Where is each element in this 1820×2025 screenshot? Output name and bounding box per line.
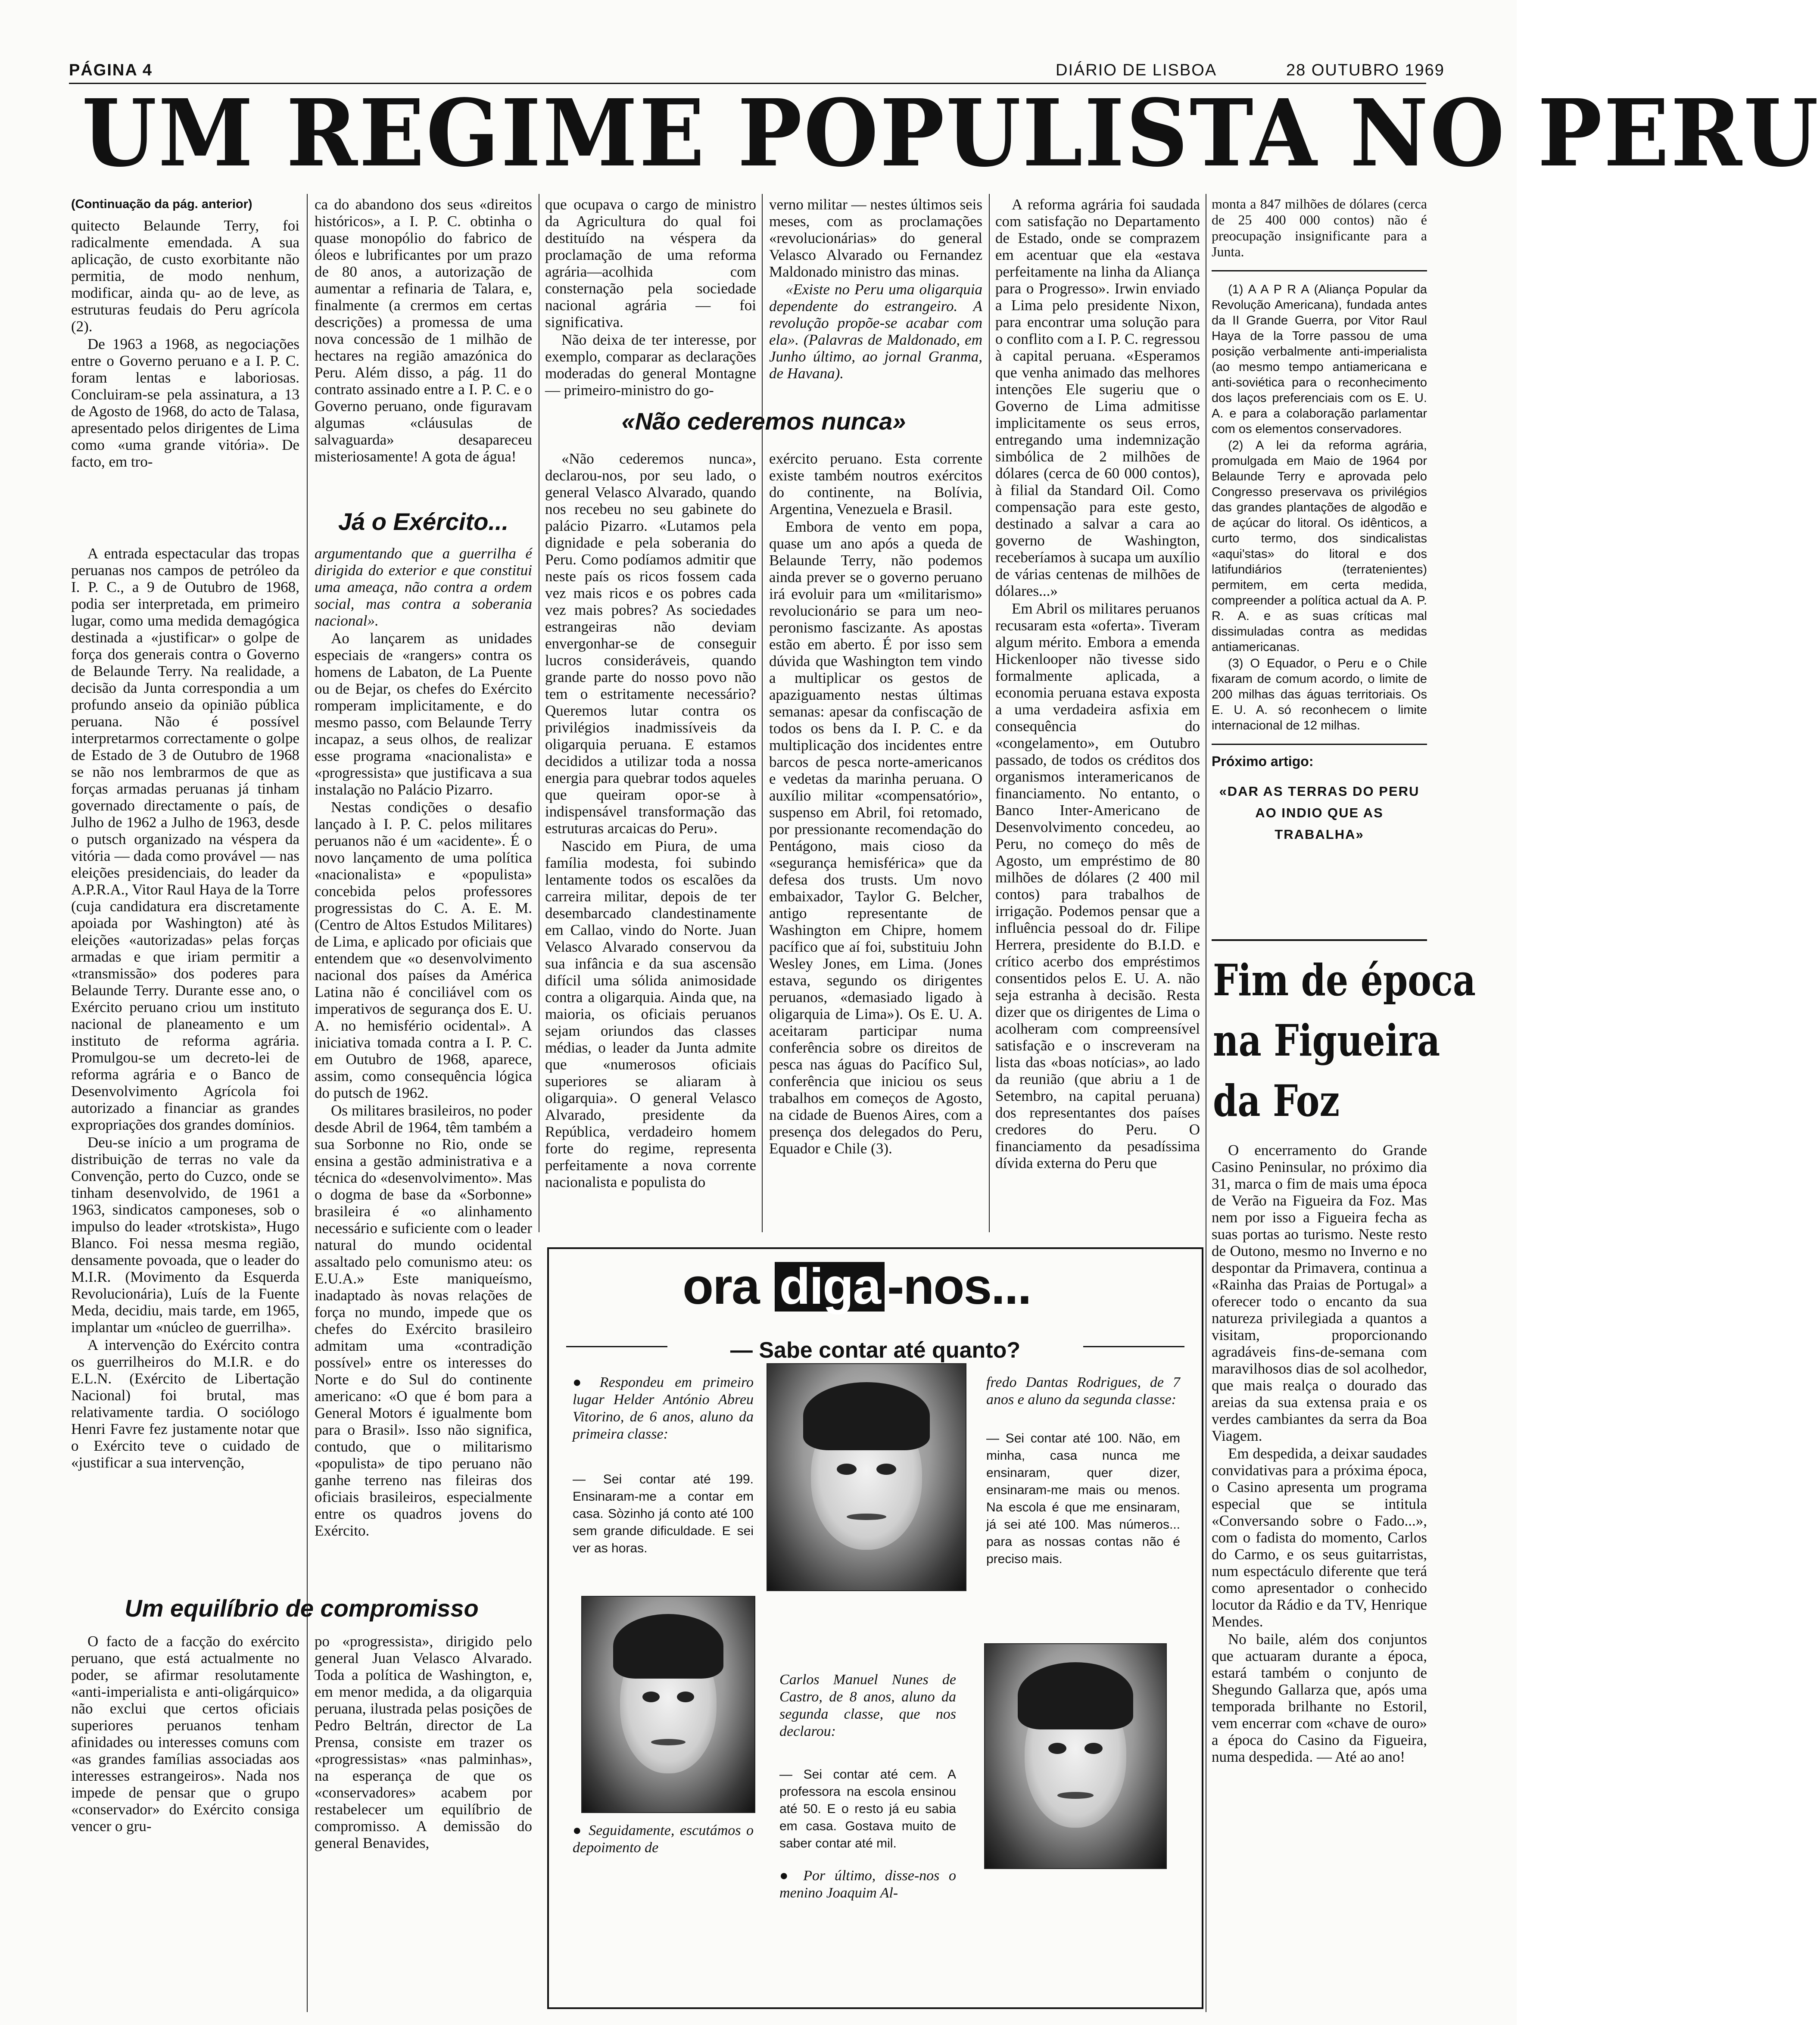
answer-text: Por último, disse-nos o menino Joaquim Al- <box>779 1868 956 1901</box>
rule <box>1212 744 1427 745</box>
mouth <box>847 1514 886 1520</box>
subhead-equilibrio: Um equilíbrio de compromisso <box>125 1595 479 1622</box>
interview-box <box>547 1247 1203 2009</box>
column-rule <box>307 194 308 2012</box>
rule <box>1212 270 1427 271</box>
answer-1-intro <box>573 1374 754 1443</box>
paragraph: Embora de vento em popa, quase um ano após a queda de Belaunde Terry, não podemos ainda prever se o governo peruano irá evoluir para um «militarismo» revolucionário se para um neo-peronismo fascizante. As apostas estão em aberto. É por isso sem dúvida que Washington tem vindo a multiplicar os gestos de apaziguamento nestas últimas semanas: apesar da confiscação de todos os bens da I. P. C. e da multiplicação dos incidentes entre barcos de pesca norte-americanos e vedetas da marinha peruana. O auxílio militar «compensatório», suspenso em Abril, foi retomado, por pressionante recomendação do Pentágono, mais cioso da «segurança hemisférica» que da defesa dos trusts. Um novo embaixador, Taylor G. Belcher, antigo representante de Washington em Chipre, homem pacífico que aí foi, substituiu John Wesley Jones, em Lima. (Jones estava, segundo os dirigentes peruanos, «demasiado ligado à oligarquia de Lima»). Os E. U. A. aceitaram participar numa conferência sobre os direitos de pesca nas águas do Pacífico Sul, conferência que iniciou os seus trabalhos em começos de Agosto, na cidade de Buenos Aires, com a presença dos delegados do Peru, Equador e Chile (3). <box>769 518 982 1157</box>
paragraph: «Existe no Peru uma oligarquia dependente do estrangeiro. A revolução propõe-se acabar com ela». (Palavras de Maldonado, em Junho último, ao jornal Granma, de Havana). <box>769 281 982 382</box>
paragraph: Nestas condições o desafio lançado à I. P. C. pelos militares peruanos não é um «acidente». É o novo lançamento de uma política «nacionalista» e «populista» concebida pelos professores progressistas do C. A. E. M. (Centro de Altos Estudos Militares) de Lima, e aplicado por oficiais que entendem que «o desenvolvimento nacional dos países da América Latina não é conciliável com os imperativos de segurança dos E. U. A. no hemisfério ocidental». A iniciativa tomada contra a I. P. C. em Outubro de 1968, aparece, assim, como consequência lógica do putsch de 1962. <box>315 799 532 1101</box>
column-5 <box>995 196 1200 1230</box>
newspaper-name: DIÁRIO DE LISBOA <box>1056 61 1217 79</box>
subhead-nao-cederemos: «Não cederemos nunca» <box>621 408 906 435</box>
answer-text: Seguidamente, escutámos o depoimento de <box>573 1822 754 1856</box>
child-photo-1 <box>767 1363 966 1591</box>
paragraph: Os militares brasileiros, no poder desde Abril de 1964, têm também a sua Sorbonne no Rio, onde se ensina a gestão administrativa e a técnica do «desenvolvimento». Mas o dogma de base da «Sorbonne» brasileira é «o alinhamento necessário e suficiente com o leader natural do mundo ocidental assaltado pelo comunismo ateu: os E.U.A.» Este maniqueísmo, inadaptado às novas relações de força no mundo, impede que os chefes do Exército brasileiro admitam uma «contradição possível» entre os interesses do Norte e do Sul do continente americano: «O que é bom para a General Motors é igualmente bom para o Brasil». Isso não significa, contudo, que o militarismo «populista» de tipo peruano não ganhe terreno nas fileiras dos oficiais brasileiros, especialmente entre os quadros jovens do Exército. <box>315 1102 532 1539</box>
eye <box>642 1692 660 1702</box>
paragraph: exército peruano. Esta corrente existe também noutros exércitos do continente, na Bolívia, Argentina, Venezuela e Brasil. <box>769 450 982 517</box>
eye <box>1048 1743 1066 1754</box>
bullet-icon: ● <box>573 1374 589 1390</box>
next-article-label: Próximo artigo: <box>1212 754 1314 769</box>
column-6-top <box>1212 196 1427 937</box>
paragraph: ca do abandono dos seus «direitos históricos», a I. P. C. obtinha o quase monopólio do fabrico de óleos e lubrificantes por um prazo de 80 anos, a autorização de aumentar a refinaria de Talara, e, finalmente (a crermos em certas descrições) a promessa de uma nova concessão de 1 milhão de hectares na região amazónica do Peru. Além disso, a pág. 11 do contrato assinado entre a I. P. C. e o Governo peruano, onde figuravam algumas «cláusulas de salvaguarda» desapareceu misteriosamente! A gota de água! <box>315 196 532 465</box>
bullet-icon: ● <box>573 1822 583 1838</box>
paragraph: O encerramento do Grande Casino Peninsular, no próximo dia 31, marca o fim de mais uma época de Verão na Figueira da Foz. Mas nem por isso a Figueira fecha as suas portas ao turismo. Neste resto de Outono, mesmo no Inverno e no despontar da Primavera, continua a «Rainha das Praias de Portugal» a oferecer todo o encanto da sua natureza privilegiada a quantos a visitam, proporcionando agradáveis fins-de-semana com maravilhosos dias de sol acolhedor, que mais realça o dourado das areias da sua extensa praia e os verdes cambiantes da serra da Boa Viagem. <box>1212 1142 1427 1444</box>
issue-date: 28 OUTUBRO 1969 <box>1286 61 1445 79</box>
paragraph: Ao lançarem as unidades especiais de «rangers» contra os homens de Labaton, de La Puente ou de Bejar, os chefes do Exército romperam implicitamente, e do mesmo passo, com Belaunde Terry incapaz, a seus olhos, de realizar esse programa «nacionalista» e «progressista» que justificava a sua instalação no Palácio Pizarro. <box>315 630 532 798</box>
figueira-headline <box>1213 950 1476 1131</box>
column-2-top <box>315 196 532 504</box>
answer-1: — Sei contar até 199. Ensinaram-me a contar em casa. Sòzinho já conto até 100 sem grande dificuldade. E sei ver as horas. <box>573 1472 754 1555</box>
paragraph: Nascido em Piura, de uma família modesta, foi subindo lentamente todos os escalões da carreira militar, depois de ter desembarcado clandestinamente em Callao, vindo do Norte. Juan Velasco Alvarado conservou da sua infância e da sua ascensão difícil uma sólida animosidade contra a oligarquia. Ainda que, na maioria, os oficiais peruanos sejam oriundos das classes médias, o leader da Junta admite que «numerosos oficiais superiores se aliaram à oligarquia». O general Velasco Alvarado, presidente da República, verdadeiro homem forte do regime, representa perfeitamente a nova corrente nacionalista e populista do <box>545 838 756 1190</box>
box-title <box>682 1258 1062 1315</box>
eye <box>1085 1743 1103 1754</box>
paragraph: A reforma agrária foi saudada com satisfação no Departamento de Estado, onde se comprazem em acentuar que ela «estava perfeitamente na linha da Aliança para o Progresso». Irwin enviado a Lima pelo presidente Nixon, para encontrar uma solução para o conflito com a I. P. C. regressou à capital peruana. «Esperamos que venha animado das melhores intenções Ele sugeriu que o Governo de Lima admitisse implicitamente os seus erros, entregando uma indemnização simbólica de 2 milhões de dólares (cerca de 60 000 contos), à filial da Standard Oil. Como compensação para este gesto, destinado a salvar a cara ao governo de Washington, receberíamos à sucapa um auxílio de várias centenas de milhões de dólares...» <box>995 196 1200 599</box>
box-title-part: -nos... <box>887 1258 1031 1315</box>
answer-2-intro: Carlos Manuel Nunes de Castro, de 8 anos, aluno da segunda classe, que nos declarou: <box>779 1672 956 1739</box>
eye <box>876 1464 896 1475</box>
paragraph: po «progressista», dirigido pelo general Juan Velasco Alvarado. Toda a política de Washington, e, em menor medida, a da oligarquia peruana, ilustrada pelas posições de Pedro Beltrán, director de La Prensa, consiste em trazer os «progressistas» «nas palminhas», na esperança de que os «conservadores» acabem por restabelecer um equilíbrio de compromisso. A demissão do general Benavides, <box>315 1633 532 1851</box>
column-4-middle <box>769 450 982 1230</box>
eye <box>677 1692 694 1702</box>
box-title-highlight: diga <box>775 1262 885 1312</box>
hair <box>1018 1662 1134 1729</box>
answer-3-intro: fredo Dantas Rodrigues, de 7 anos e aluno da segunda classe: <box>986 1374 1180 1408</box>
paragraph: Deu-se início a um programa de distribuição de terras no vale da Convenção, perto do Cuzco, onde se tinham desenvolvido, de 1961 a 1963, sindicatos camponeses, sob o impulso do leader «trotskista», Hugo Blanco. Foi nessa mesma região, densamente povoada, que o leader do M.I.R. (Movimento da Esquerda Revolucionária), Luís de la Fuente Meda, decidiu, mais tarde, em 1965, implantar um «núcleo de guerrilha». <box>71 1134 299 1336</box>
column-3-top <box>545 196 756 399</box>
paragraph: De 1963 a 1968, as negociações entre o Governo peruano e a I. P. C. foram lentas e laboriosas. Concluiram-se pela assinatura, a 13 de Agosto de 1968, do acto de Talasa, apresentado pelos dirigentes de Lima como «uma grande vitória». De facto, em tro- <box>71 336 299 470</box>
column-rule <box>989 194 990 1232</box>
answer-3-lead <box>779 1867 956 1902</box>
headline: UM REGIME POPULISTA NO PERU <box>82 79 1820 187</box>
headline-line: na Figueira <box>1213 1015 1440 1066</box>
answer-2-lead <box>573 1822 754 1857</box>
bullet-icon: ● <box>779 1868 794 1884</box>
column-1-bottom <box>71 1633 299 2003</box>
hair <box>613 1614 723 1679</box>
column-1-top <box>71 196 299 506</box>
paragraph: que ocupava o cargo de ministro da Agricultura do qual foi destituído na véspera da proclamação de uma reforma agrária—acolhida com consternação pela sociedade nacional agrária — foi significativa. <box>545 196 756 330</box>
paragraph: No baile, além dos conjuntos que actuaram durante a época, estará também o conjunto de Shegundo Gallarza que, após uma temporada brilhante no Estoril, vem encerrar com «chave de ouro» a época do Casino da Figueira, numa despedida. — Até ao ano! <box>1212 1631 1427 1765</box>
rule <box>566 1346 667 1347</box>
footnote: (3) O Equador, o Peru e o Chile fixaram de comum acordo, o limite de 200 milhas das águas territoriais. Os E. U. A. só reconhecem o limite internacional de 12 milhas. <box>1212 657 1427 732</box>
column-4-top <box>769 196 982 392</box>
paragraph: monta a 847 milhões de dólares (cerca de 25 400 000 contos) não é preocupação insignificante para a Junta. <box>1212 196 1427 259</box>
answer-text: Respondeu em primeiro lugar Helder António Abreu Vitorino, de 6 anos, aluno da primeira classe: <box>573 1374 754 1442</box>
next-article-title: «DAR AS TERRAS DO PERU AO INDIO QUE AS TRABALHA» <box>1219 784 1420 842</box>
page-number: PÁGINA 4 <box>69 61 153 79</box>
headline-line: Fim de época <box>1213 955 1476 1006</box>
continuation-note: (Continuação da pág. anterior) <box>71 197 252 211</box>
figueira-article <box>1212 1142 1427 2008</box>
paragraph: verno militar — nestes últimos seis meses, com as proclamações «revolucionárias» do general Velasco Alvarado ou Fernandez Maldonado ministro das minas. <box>769 196 982 280</box>
subhead-ja-o-exercito: Já o Exército... <box>338 508 509 535</box>
paragraph: Não deixa de ter interesse, por exemplo, comparar as declarações moderadas do general Montagne — primeiro-ministro do go- <box>545 331 756 399</box>
footnote: (2) A lei da reforma agrária, promulgada em Maio de 1964 por Belaunde Terry e aprovada pelo Congresso preservava os privilégios das grandes plantações de algodão e de açúcar do litoral. Os idênticos, a curto termo, dos sindicalistas «aqui'stas» do litoral e dos latifundiários (terratenientes) permitem, em certa medida, compreender a política actual da A. P. R. A. e as suas críticas mal dissimuladas contra as medidas antiamericanas. <box>1212 439 1427 654</box>
child-photo-3 <box>984 1643 1167 1869</box>
column-3-middle <box>545 450 756 1230</box>
paragraph: Em Abril os militares peruanos recusaram esta «oferta». Tiveram algum mérito. Embora a emenda Hickenlooper não tivesse sido formalmente aplicada, a economia peruana estava exposta a uma verdadeira asfixia em consequência do «congelamento», em Outubro passado, de todos os créditos dos organismos interamericanos de financiamento. No entanto, o Banco Inter-Americano de Desenvolvimento concedeu, ao Peru, no começo do mês de Agosto, um empréstimo de 80 milhões de dólares (2 400 mil contos) para trabalhos de irrigação. Podemos pensar que a influência pessoal do dr. Filipe Herrera, presidente do B.I.D. e crítico acerbo dos empréstimos consentidos pelos E. U. A. não seja estranha à decisão. Resta dizer que os dirigentes de Lima o acolheram com compreensível satisfação e o inscreveram na lista das «boas notícias», ao lado da reunião (que abriu a 1 de Setembro, na capital peruana) dos representantes dos países credores do Peru. O financiamento da pesadíssima dívida externa do Peru que <box>995 600 1200 1171</box>
paragraph: Em despedida, a deixar saudades convidativas para a próxima época, o Casino apresenta um programa especial que se intitula «Conversando sobre o Fado...», com o fadista do momento, Carlos do Carmo, e os seus guitarristas, num espectáculo diferente que terá como apresentador o conhecido locutor da Rádio e da TV, Henrique Mendes. <box>1212 1445 1427 1630</box>
answer-2: — Sei contar até cem. A professora na escola ensinou até 50. E o resto já eu sabia em casa. Gostava muito de saber contar até mil. <box>779 1767 956 1851</box>
headline-line: da Foz <box>1213 1075 1340 1126</box>
mouth <box>651 1739 686 1745</box>
mouth <box>1057 1792 1094 1799</box>
hair <box>803 1382 930 1450</box>
paragraph: «Não cederemos nunca», declarou-nos, por seu lado, o general Velasco Alvarado, quando nos recebeu no seu gabinete do palácio Pizarro. «Lutamos pela dignidade e pela soberania do Peru. Como podíamos admitir que neste país os ricos fossem cada vez mais ricos e os pobres cada vez mais pobres? As sociedades estrangeiras não deviam envergonhar-se de conseguir lucros consideráveis, quando grande parte do nosso povo não tem o estritamente necessário? Queremos lutar contra os privilégios inadmissíveis da oligarquia peruana. E estamos decididos a utilizar toda a nossa energia para quebrar todos aqueles que queiram opor-se à indispensável transformação das estruturas arcaicas do Peru». <box>545 450 756 837</box>
answer-3: — Sei contar até 100. Não, em minha, casa nunca me ensinaram, quer dizer, ensinaram-me mais ou menos. Na escola é que me ensinaram, já sei até 100. Mas números... para as nossas contas não é preciso mais. <box>986 1431 1180 1566</box>
rule <box>1083 1346 1184 1347</box>
paragraph: A entrada espectacular das tropas peruanas nos campos de petróleo da I. P. C., a 9 de Outubro de 1968, podia ser interpretada, em primeiro lugar, como uma medida demagógica destinada a «justificar» o golpe de força dos generais contra o Governo de Belaunde Terry. Na realidade, a decisão da Junta correspondia a um profundo anseio da opinião pública peruana. Não é possível interpretarmos correctamente o golpe de Estado de 3 de Outubro de 1968 se não nos lembrarmos de que as forças armadas peruanas já tinham governado directamente o país, de Julho de 1962 a Julho de 1963, desde o putsch organizado na véspera da vitória — dada como provável — nas eleições presidenciais, do leader da A.P.R.A., Vitor Raul Haya de la Torre (cuja candidatura era discretamente apoiada por Washington) até às eleições «autorizadas» pelas forças armadas e que iriam permitir a «transmissão» dos poderes para Belaunde Terry. Durante esse ano, o Exército peruano criou um instituto nacional de planeamento e um instituto de reforma agrária. Promulgou-se um decreto-lei de reforma agrária e o Banco de Desenvolvimento Agrícola foi autorizado a financiar as grandes expropriações dos grandes domínios. <box>71 545 299 1133</box>
paragraph: argumentando que a guerrilha é dirigida do exterior e que constitui uma ameaça, não contra a ordem social, mas contra a soberania nacional». <box>315 545 532 629</box>
footnote: (1) A A P R A (Aliança Popular da Revolução Americana), fundada antes da II Grande Guerra, por Vitor Raul Haya de la Torre passou de uma posição verbalmente anti-imperialista (ao mesmo tempo antiamericana e anti-soviética para o reconhecimento dos laços preferenciais com os E. U. A. e para a colaboração parlamentar com os elementos conservadores. <box>1212 283 1427 436</box>
eye <box>837 1464 857 1475</box>
paragraph: A intervenção do Exército contra os guerrilheiros do M.I.R. e do E.L.N. (Exército de Libertação Nacional) foi brutal, mas relativamente tardia. O sociólogo Henri Favre fez justamente notar que o Exército teve o cuidado de «justificar a sua intervenção, <box>71 1336 299 1471</box>
column-rule <box>762 194 763 1232</box>
column-1-middle <box>71 545 299 1588</box>
column-2-bottom <box>315 1633 532 2003</box>
rule <box>1212 939 1427 941</box>
box-question: — Sabe contar até quanto? <box>730 1338 1021 1363</box>
paragraph: O facto de a facção do exército peruano, que está actualmente no poder, se afirmar resolutamente «anti-imperialista e anti-oligárquico» não exclui que certos oficiais superiores peruanos tenham afinidades ou interesses comuns com «as grandes famílias associadas aos interesses estrangeiros». Nada nos impede de pensar que o grupo «conservador» do Exército consiga vencer o gru- <box>71 1633 299 1835</box>
paragraph: quitecto Belaunde Terry, foi radicalmente emendada. A sua aplicação, de custo exorbitante não permitia, de modo nenhum, modificar, ainda qu- ao de leve, as estruturas feudais do Peru agrícola (2). <box>71 217 299 335</box>
box-title-part: ora <box>682 1258 759 1315</box>
column-2-middle <box>315 545 532 1588</box>
child-photo-2 <box>581 1596 755 1813</box>
